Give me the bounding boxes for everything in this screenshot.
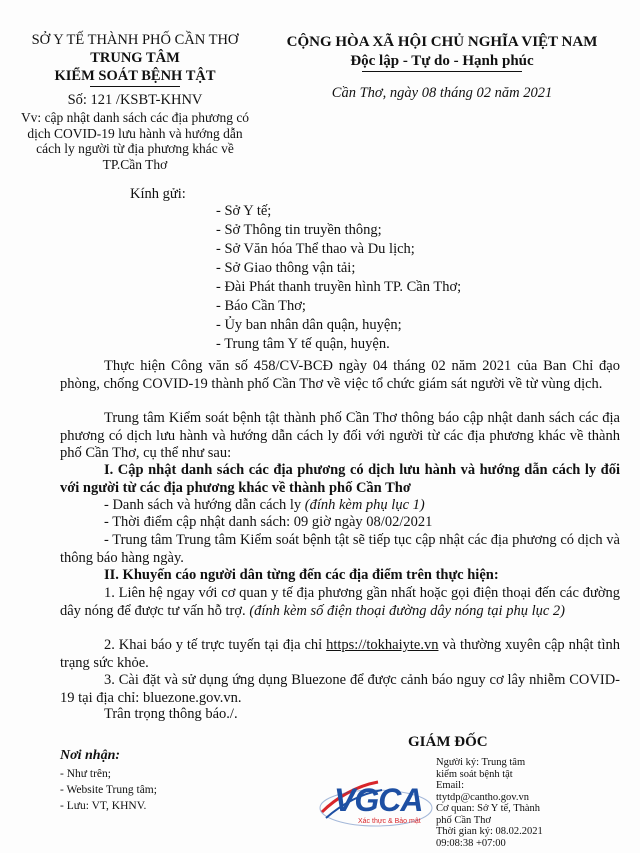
closing-line: Trân trọng thông báo./. — [104, 706, 238, 722]
section-1-item-b: - Thời điểm cập nhật danh sách: 09 giờ ngày 08/02/2021 — [104, 514, 433, 530]
header-left — [20, 32, 250, 109]
header-left-rule — [90, 86, 180, 87]
paragraph-intro: Thực hiện Công văn số 458/CV-BCĐ ngày 04 tháng 02 năm 2021 của Ban Chỉ đạo phòng, chống COVID-19 thành phố Cần Thơ về việc tổ chức giám sát người về từ vùng dịch. — [60, 358, 620, 392]
section-2-item-2 — [60, 637, 620, 672]
sig-line: ttytdp@cantho.gov.vn — [436, 791, 529, 803]
section-1-item-a — [60, 497, 620, 515]
tokhaiyte-link[interactable]: https://tokhaiyte.vn — [326, 637, 439, 653]
item-2-text-end: và thường xuyên cập nhật tình trạng sức khỏe. — [60, 637, 620, 671]
item-a-note: (đính kèm phụ lục 1) — [304, 497, 425, 513]
sig-line: Người ký: Trung tâm — [436, 757, 526, 768]
recipient-item: - Trung tâm Y tế quận, huyện. — [216, 336, 390, 352]
department-name: SỞ Y TẾ THÀNH PHỐ CẦN THƠ — [31, 32, 239, 48]
sig-line: 09:08:38 +07:00 — [436, 837, 506, 849]
sig-line: Email: — [436, 780, 464, 791]
section-2-item-1 — [60, 585, 620, 620]
footer-recipient: - Website Trung tâm; — [60, 784, 157, 796]
item-2-text: 2. Khai báo y tế trực tuyến tại địa chỉ — [104, 637, 327, 653]
recipients-footer-title: Nơi nhận: — [60, 748, 121, 763]
paragraph-notice: Trung tâm Kiểm soát bệnh tật thành phố Cần Thơ thông báo cập nhật danh sách các địa phương có dịch lưu hành và hướng dẫn cách ly đối với người từ các địa phương khác về thành phố Cần Thơ, cụ thể như sau: — [60, 410, 620, 461]
vgca-logo-tagline: Xác thực & Bảo mật — [358, 818, 421, 825]
section-1-item-c: - Trung tâm Trung tâm Kiểm soát bệnh tật sẽ tiếp tục cập nhật các địa phương có dịch và thông báo hàng ngày. — [60, 532, 620, 566]
item-1-note: (đính kèm số điện thoại đường dây nóng tại phụ lục 2) — [249, 602, 565, 619]
subject-line: cách ly người từ địa phương khác về — [36, 141, 234, 156]
subject-line: Vv: cập nhật danh sách các địa phương có — [20, 110, 250, 125]
recipient-item: - Sở Y tế; — [216, 203, 272, 219]
section-1-title: I. Cập nhật danh sách các địa phương có dịch lưu hành và hướng dẫn cách ly đối với người từ các địa phương khác về thành phố Cần Thơ — [60, 462, 620, 496]
greeting: Kính gửi: — [130, 186, 186, 202]
digital-signature-info — [436, 757, 586, 849]
center-line2: KIỂM SOÁT BỆNH TẬT — [54, 68, 216, 84]
vgca-logo-text: VGCA — [334, 782, 423, 818]
sig-line: Cơ quan: Sở Y tế, Thành — [436, 803, 541, 814]
recipient-item: - Sở Giao thông vận tải; — [216, 260, 356, 276]
recipient-item: - Sở Thông tin truyền thông; — [216, 222, 382, 238]
item-1-text: 1. Liên hệ ngay với cơ quan y tế địa phương gần nhất hoặc gọi điện thoại đến các đường dây nóng để được tư vấn hỗ trợ. — [60, 585, 620, 619]
recipient-item: - Báo Cần Thơ; — [216, 298, 306, 314]
recipient-item: - Ủy ban nhân dân quận, huyện; — [216, 317, 402, 333]
item-a-text: - Danh sách và hướng dẫn cách ly — [104, 497, 305, 513]
center-line1: TRUNG TÂM — [90, 50, 180, 66]
section-2-item-3: 3. Cài đặt và sử dụng ứng dụng Bluezone để được cảnh báo nguy cơ lây nhiễm COVID-19 tại địa chỉ: bluezone.gov.vn. — [60, 672, 620, 706]
footer-recipient: - Lưu: VT, KHNV. — [60, 800, 147, 812]
recipient-item: - Đài Phát thanh truyền hình TP. Cần Thơ; — [216, 279, 462, 295]
sig-line: kiểm soát bệnh tật — [436, 768, 513, 780]
national-motto: Độc lập - Tự do - Hạnh phúc — [350, 53, 534, 69]
subject-line: TP.Cần Thơ — [102, 156, 168, 172]
signer-title: GIÁM ĐỐC — [408, 734, 488, 750]
motto-rule — [362, 71, 522, 72]
recipients-footer — [60, 748, 260, 812]
footer-recipient: - Như trên; — [60, 768, 111, 780]
document-number: Số: 121 /KSBT-KHNV — [67, 92, 203, 108]
sig-line: Thời gian ký: 08.02.2021 — [436, 826, 543, 837]
recipient-item: - Sở Văn hóa Thể thao và Du lịch; — [216, 241, 415, 257]
document-date: Cần Thơ, ngày 08 tháng 02 năm 2021 — [331, 85, 553, 101]
vgca-logo — [316, 768, 436, 832]
sig-line: phố Cần Thơ — [436, 814, 491, 826]
subject-line: dịch COVID-19 lưu hành và hướng dẫn — [27, 125, 243, 141]
header-right — [262, 34, 622, 102]
national-title: CỘNG HÒA XÃ HỘI CHỦ NGHĨA VIỆT NAM — [286, 34, 598, 50]
section-2-title: II. Khuyến cáo người dân từng đến các địa điểm trên thực hiện: — [104, 567, 499, 583]
document-subject — [20, 110, 250, 172]
